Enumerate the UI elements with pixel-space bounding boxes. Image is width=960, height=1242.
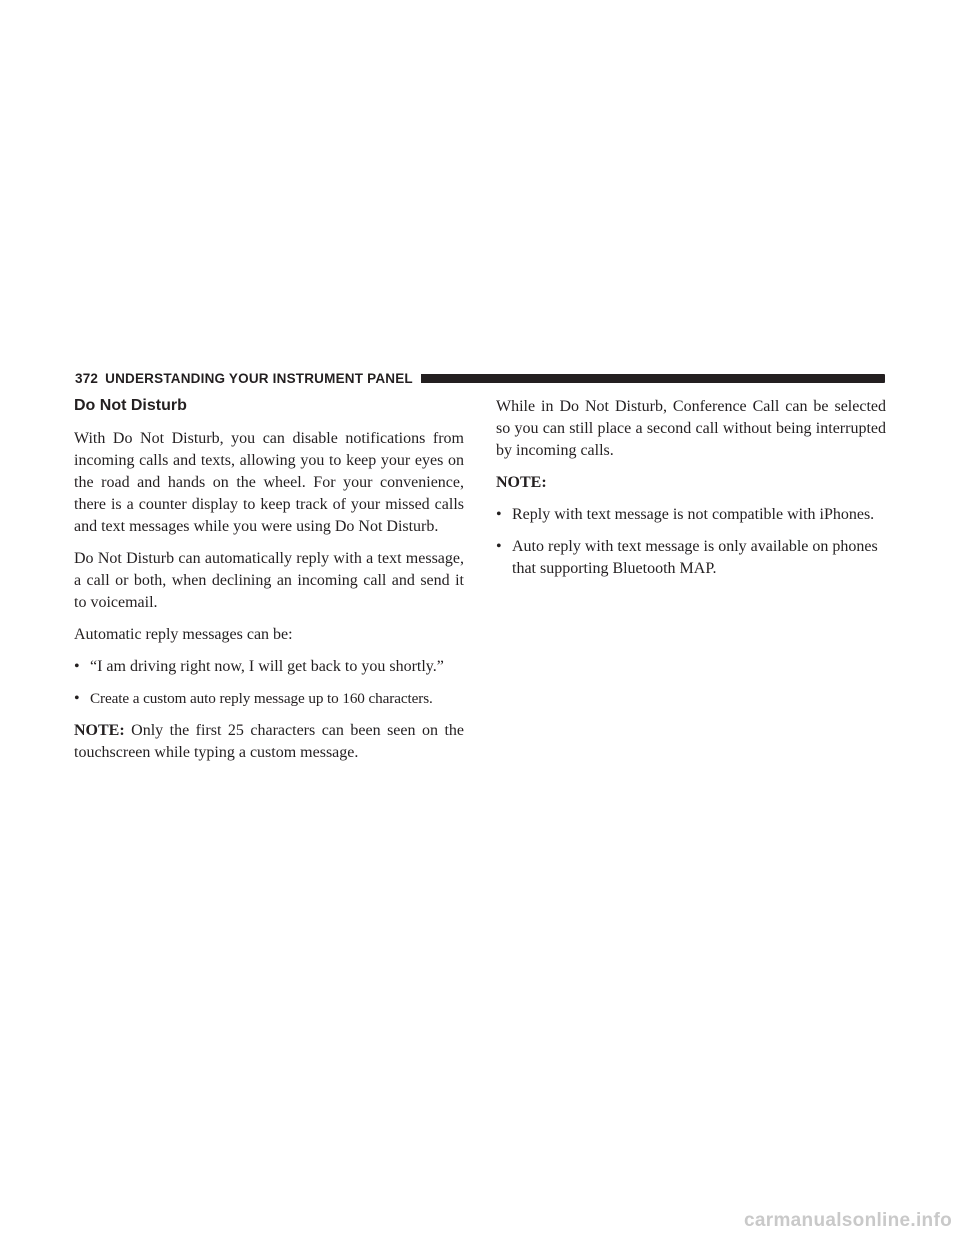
- reply-message-list: [74, 656, 464, 710]
- paragraph-conference-call: While in Do Not Disturb, Conference Call can be selected so you can still place a second call without being interrupted by incoming calls.: [496, 398, 886, 459]
- section-title: UNDERSTANDING YOUR INSTRUMENT PANEL: [105, 370, 413, 386]
- list-item: [496, 504, 886, 526]
- watermark-text: carmanualsonline.info: [744, 1210, 952, 1231]
- list-item: [496, 536, 886, 580]
- list-item-text: “I am driving right now, I will get back to you shortly.”: [90, 658, 444, 675]
- paragraph-reply-messages: Automatic reply messages can be:: [74, 626, 293, 643]
- bullet-icon: •: [74, 658, 80, 675]
- note-heading: [496, 472, 886, 494]
- list-item-text: Create a custom auto reply message up to 160 characters.: [90, 690, 433, 707]
- list-item-text: Reply with text message is not compatible with iPhones.: [512, 506, 875, 523]
- list-item: [74, 688, 464, 710]
- note-paragraph: [74, 720, 464, 764]
- paragraph-intro: With Do Not Disturb, you can disable notifications from incoming calls and texts, allowing you to keep your eyes on the road and hands on the wheel. For your convenience, there is a counter display to keep track of your missed calls and text messages while you were using Do Not Disturb.: [74, 430, 464, 535]
- note-label: NOTE:: [74, 722, 125, 739]
- note-label: NOTE:: [496, 474, 547, 491]
- bullet-icon: •: [496, 506, 502, 523]
- list-item: [74, 656, 464, 678]
- header-rule: [421, 374, 885, 383]
- list-item-text: Auto reply with text message is only available on phones that supporting Bluetooth MAP.: [512, 538, 878, 577]
- bullet-icon: •: [496, 538, 502, 555]
- page-header: [75, 368, 885, 388]
- right-column: [496, 396, 886, 590]
- note-text: Only the first 25 characters can been seen on the touchscreen while typing a custom message.: [74, 722, 464, 761]
- page-number: 372: [75, 370, 99, 386]
- bullet-icon: •: [74, 690, 80, 707]
- section-heading: Do Not Disturb: [74, 397, 187, 414]
- paragraph-auto-reply: Do Not Disturb can automatically reply with a text message, a call or both, when declining an incoming call and send it to voicemail.: [74, 550, 464, 611]
- left-column: [74, 396, 464, 774]
- note-list: [496, 504, 886, 580]
